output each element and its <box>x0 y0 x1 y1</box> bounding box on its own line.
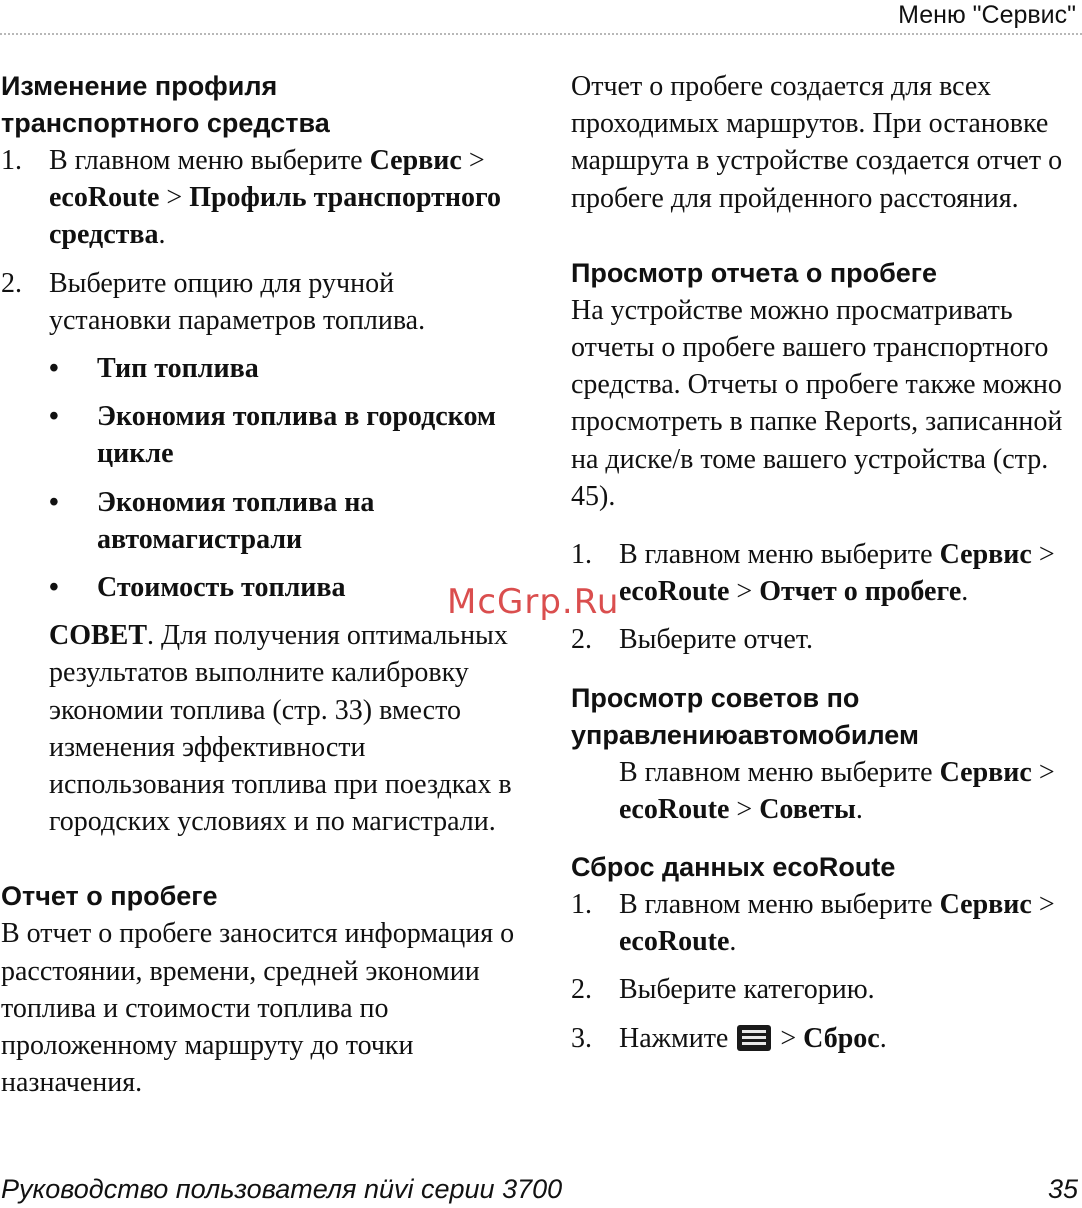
view-tips-heading-line2: управлениюавтомобилем <box>571 719 919 750</box>
reset-heading: Сброс данных ecoRoute <box>571 852 896 883</box>
path-separator: > <box>1031 756 1055 788</box>
fuel-option-fuel-type <box>1 350 521 387</box>
path-separator: > <box>729 576 760 608</box>
bullet-text: Экономия топлива на автомагистрали <box>97 486 375 555</box>
view-report-heading: Просмотр отчета о пробеге <box>571 257 938 288</box>
step-text: В главном меню выберите <box>619 889 940 921</box>
view-tips-heading-line1: Просмотр советов по <box>571 682 860 713</box>
fuel-option-fuel-cost <box>1 569 521 606</box>
watermark-text: McGrp.Ru <box>447 582 620 622</box>
step-end: . <box>729 926 737 958</box>
bullet-text: Стоимость топлива <box>97 572 346 604</box>
menu-path-ecoroute: ecoRoute <box>49 182 160 214</box>
page-header-title: Меню "Сервис" <box>898 1 1076 29</box>
step-text: В главном меню выберите <box>619 756 940 788</box>
step-text: Выберите опцию для ручной установки параметров топлива. <box>49 267 426 336</box>
footer-manual-title: Руководство пользователя nüvi серии 3700 <box>1 1174 563 1204</box>
menu-path-ecoroute: ecoRoute <box>619 793 730 825</box>
menu-path-service: Сервис <box>369 145 462 176</box>
tip-label: СОВЕТ <box>49 620 148 652</box>
view-tips-heading <box>571 680 1071 754</box>
menu-path-service: Сервис <box>939 889 1032 921</box>
reset-step-1 <box>571 886 1071 960</box>
view-report-step-1 <box>571 536 1071 610</box>
menu-path-tips: Советы <box>759 793 856 825</box>
step-text: Нажмите <box>619 1022 736 1054</box>
step-number: 2. <box>571 624 592 656</box>
trip-report-intro: Отчет о пробеге создается для всех проходимых маршрутов. При остановке маршрута в устройстве создается отчет о пробеге для пройденного расстояния. <box>571 71 1063 214</box>
vehicle-profile-step-1 <box>1 142 521 254</box>
trip-report-heading: Отчет о пробеге <box>1 881 218 912</box>
vehicle-profile-heading-line2: транспортного средства <box>1 108 330 138</box>
tip-paragraph <box>1 617 521 840</box>
path-separator: > <box>1031 889 1055 921</box>
step-number: 1. <box>571 539 592 571</box>
vehicle-profile-step-2 <box>1 265 521 339</box>
right-column <box>571 68 1071 1057</box>
step-number: 3. <box>571 1022 592 1054</box>
step-number: 2. <box>1 267 22 299</box>
step-text: В главном меню выберите <box>49 145 370 176</box>
menu-path-reset: Сброс <box>803 1022 880 1054</box>
bullet-text: Тип топлива <box>97 353 259 385</box>
step-text: В главном меню выберите <box>619 539 940 571</box>
step-end: . <box>158 219 166 251</box>
menu-path-ecoroute: ecoRoute <box>619 576 730 608</box>
step-number: 1. <box>1 145 22 176</box>
trip-report-text: В отчет о пробеге заносится информация о расстоянии, времени, средней экономии топлива и стоимости топлива по проложенному маршруту до точки назначения. <box>1 918 515 1099</box>
view-report-step-2 <box>571 621 1071 658</box>
bullet-icon: • <box>49 401 59 433</box>
path-separator: > <box>773 1022 804 1054</box>
path-separator: > <box>159 182 190 214</box>
bullet-icon: • <box>49 353 59 385</box>
menu-icon <box>737 1025 771 1051</box>
reset-step-3 <box>571 1020 1071 1057</box>
path-separator: > <box>461 145 485 176</box>
header-divider <box>0 33 1082 35</box>
step-text: Выберите категорию. <box>619 974 875 1006</box>
step-number: 1. <box>571 889 592 921</box>
fuel-option-city-economy <box>1 398 521 472</box>
step-end: . <box>879 1022 887 1054</box>
vehicle-profile-heading-line1: Изменение профиля <box>1 71 278 101</box>
bullet-text: Экономия топлива в городском цикле <box>97 401 496 470</box>
left-column <box>1 68 521 1101</box>
step-end: . <box>961 576 969 608</box>
tip-text: . Для получения оптимальных результатов выполните калибровку экономии топлива (стр. 33) вместо изменения эффективности использования топлива при поездках в городских условиях и по магистрали. <box>49 620 512 838</box>
vehicle-profile-heading <box>1 68 521 142</box>
footer-page-number: 35 <box>1047 1174 1078 1204</box>
view-report-text: На устройстве можно просматривать отчеты о пробеге вашего транспортного средства. Отчеты о пробеге также можно просмотреть в папке Reports, записанной на диске/в томе вашего устройства (стр. 45). <box>571 294 1063 512</box>
step-end: . <box>855 793 863 825</box>
step-text: Выберите отчет. <box>619 624 813 656</box>
path-separator: > <box>1031 539 1055 571</box>
reset-step-2 <box>571 971 1071 1008</box>
menu-path-service: Сервис <box>939 539 1032 571</box>
bullet-icon: • <box>49 572 59 604</box>
menu-path-vehicle-profile: Профиль транспортного средства <box>49 182 502 251</box>
fuel-option-highway-economy <box>1 484 521 558</box>
menu-path-trip-report: Отчет о пробеге <box>759 576 962 608</box>
step-number: 2. <box>571 974 592 1006</box>
bullet-icon: • <box>49 486 59 518</box>
path-separator: > <box>729 793 760 825</box>
view-tips-instruction <box>571 754 1071 828</box>
menu-path-ecoroute: ecoRoute <box>619 926 730 958</box>
menu-path-service: Сервис <box>939 756 1032 788</box>
